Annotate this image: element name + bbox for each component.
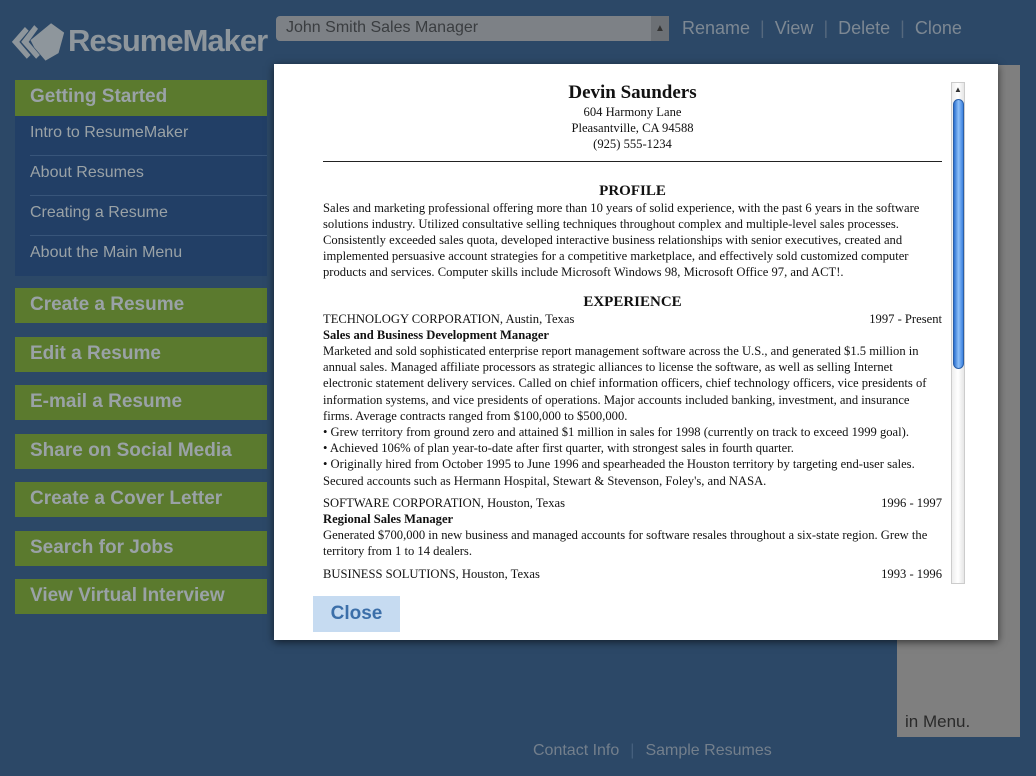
close-button[interactable]: Close: [313, 596, 400, 632]
rename-link[interactable]: Rename: [682, 18, 751, 38]
resume-phone: (925) 555-1234: [593, 137, 672, 152]
sample-resumes-link[interactable]: Sample Resumes: [645, 742, 772, 759]
resume-preview-modal: [274, 64, 998, 640]
divider: [323, 161, 942, 162]
getting-started-subnav: [15, 116, 267, 276]
panel-text: in Menu.: [905, 712, 971, 731]
job-bullet: • Achieved 106% of plan year-to-date after first quarter, with strongest sales in fourth quarter.: [323, 441, 794, 456]
job-bullet: • Grew territory from ground zero and attained $1 million in sales for 1998 (currently on track to exceed 1999 goal).: [323, 425, 909, 440]
edit-resume-button[interactable]: Edit a Resume: [15, 337, 267, 372]
experience-heading: EXPERIENCE: [583, 293, 682, 310]
sidebar-getting-started[interactable]: Getting Started: [15, 80, 267, 116]
job-description: Generated $700,000 in new business and managed accounts for software resales throughout a six-state region. Grew the territory from 1 to 14 dealers.: [323, 528, 928, 559]
job-bullet: • Originally hired from October 1995 to June 1996 and spearheaded the Houston territory by targeting end-user sales. Secured accounts such as Hermann Hospital, Stewart & Stevenson, Foley's, and NASA.: [323, 457, 915, 488]
email-resume-button[interactable]: E-mail a Resume: [15, 385, 267, 420]
job-title: Regional Sales Manager: [323, 512, 454, 527]
resumemaker-logo: [10, 18, 267, 64]
resume-select-value: John Smith Sales Manager: [286, 19, 479, 36]
cover-letter-button[interactable]: Create a Cover Letter: [15, 482, 267, 517]
footer-links: [533, 742, 772, 760]
virtual-interview-button[interactable]: View Virtual Interview: [15, 579, 267, 614]
divider: |: [630, 742, 635, 759]
job-dates: 1996 - 1997: [881, 495, 942, 510]
delete-link[interactable]: Delete: [838, 18, 891, 38]
sidebar-item-about-resumes[interactable]: About Resumes: [30, 156, 267, 196]
resume-address1: 604 Harmony Lane: [583, 105, 682, 119]
resume-document: [323, 82, 942, 582]
document-scrollbar[interactable]: [951, 82, 965, 584]
create-resume-button[interactable]: Create a Resume: [15, 288, 267, 323]
sidebar-item-main-menu[interactable]: About the Main Menu: [30, 244, 183, 261]
logo-icon: [10, 18, 66, 64]
job-company: BUSINESS SOLUTIONS, Houston, Texas: [323, 566, 540, 581]
profile-text: Sales and marketing professional offering more than 10 years of solid experience, with the past 6 years in the software solutions industry. Utilized consultative selling techniques throughout complex and multiple-level sales processes. Consistently exceeded sales quota, developed interactive business relationships with senior executives, created and implemented persuasive account strategies for a competitive marketplace, and effectively sold customized computer products and services. Computer skills include Microsoft Windows 98, Microsoft Office 97, and ACT!.: [323, 200, 920, 280]
job-description: Marketed and sold sophisticated enterprise report management software across the U.S., and generated $1.5 million in annual sales. Managed affiliate processors as strategic alliances to license the software, as well as selling Internet electronic statement delivery services. Called on chief information officers, chief technology officers, vice presidents of information systems, and vice presidents of operations. Major accounts included banking, investment, and insurance firms. Average contracts ranged from $100,000 to $500,000.: [323, 344, 927, 423]
logo-text: ResumeMaker: [68, 23, 268, 58]
job-entry: [323, 311, 942, 489]
job-company: SOFTWARE CORPORATION, Houston, Texas: [323, 495, 566, 510]
divider: |: [760, 18, 765, 38]
sidebar-item-creating-resume[interactable]: Creating a Resume: [30, 196, 267, 236]
select-arrow-icon: ▲: [651, 16, 669, 41]
contact-info-link[interactable]: Contact Info: [533, 742, 620, 759]
resume-address2: Pleasantville, CA 94588: [571, 121, 694, 136]
job-entry: [323, 495, 942, 560]
scrollbar-thumb[interactable]: [953, 99, 964, 369]
clone-link[interactable]: Clone: [914, 18, 962, 38]
job-dates: 1997 - Present: [869, 311, 942, 326]
job-title: Sales and Business Development Manager: [323, 327, 549, 342]
sidebar-item-intro[interactable]: Intro to ResumeMaker: [30, 116, 267, 156]
resume-select[interactable]: [276, 16, 669, 41]
job-dates: 1993 - 1996: [881, 566, 942, 581]
search-jobs-button[interactable]: Search for Jobs: [15, 531, 267, 566]
share-social-button[interactable]: Share on Social Media: [15, 434, 267, 469]
divider: |: [823, 18, 829, 38]
view-link[interactable]: View: [774, 18, 814, 38]
profile-heading: PROFILE: [599, 182, 666, 199]
job-company: TECHNOLOGY CORPORATION, Austin, Texas: [323, 311, 575, 326]
divider: |: [900, 18, 905, 38]
resume-actions: [682, 18, 962, 39]
resume-name: Devin Saunders: [568, 82, 697, 103]
job-entry: [323, 566, 942, 582]
scroll-up-arrow-icon[interactable]: ▲: [954, 85, 962, 94]
